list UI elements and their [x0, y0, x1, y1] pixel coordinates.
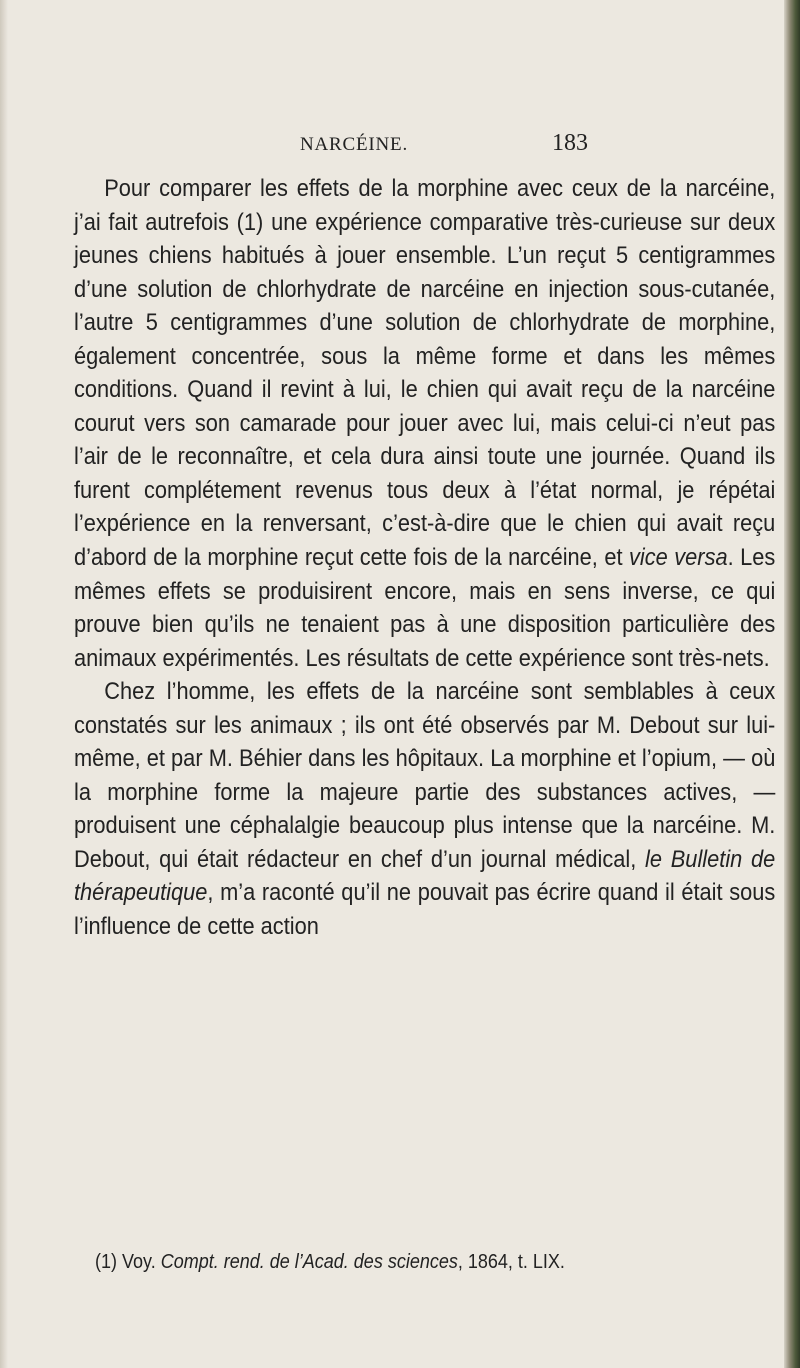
paragraph-text: , m’a raconté qu’il ne pouvait pas écrire quand il était sous l’influence de cette action: [74, 879, 776, 941]
paragraph-text: . Les mêmes effets se produisirent encore, mais en sens inverse, ce qui prouve bien qu’ils ne tenaient pas à une disposition particulière des animaux expérimentés. Les résultats de cette expérience sont très-nets.: [74, 544, 776, 672]
paragraph-experiment: [74, 172, 775, 675]
journal-title: le Bulletin de thérapeutique: [74, 845, 776, 907]
footnote: [95, 1248, 725, 1276]
running-head: [300, 128, 660, 164]
paragraph-text: Pour comparer les effets de la morphine avec ceux de la narcéine, j’ai fait autrefois (1) une expérience comparative très-curieuse sur deux jeunes chiens habitués à jouer ensemble. L’un reçut 5 centigrammes d’une solution de chlorhydrate de narcéine en injection sous-cutanée, l’autre 5 centigrammes d’une solution de chlorhydrate de morphine, également concentrée, sous la même forme et dans les mêmes conditions. Quand il revint à lui, le chien qui avait reçu de la narcéine courut vers son camarade pour jouer avec lui, mais celui-ci n’eut pas l’air de le reconnaître, et cela dura ainsi toute une journée. Quand ils furent complétement revenus tous deux à l’état normal, je répétai l’expérience en la renversant, c’est-à-dire que le chien qui avait reçu d’abord de la morphine reçut cette fois de la narcéine, et: [74, 175, 776, 572]
book-gutter: [784, 0, 800, 1368]
footnote-source: Compt. rend. de l’Acad. des sciences: [160, 1251, 458, 1273]
paragraph-text: Chez l’homme, les effets de la narcéine sont semblables à ceux constatés sur les animaux ; ils ont été observés par M. Debout sur lui-même, et par M. Béhier dans les hôpitaux. La morphine et l’opium, — où la morphine forme la majeure partie des substances actives, — produisent une céphalalgie beaucoup plus intense que la narcéine. M. Debout, qui était rédacteur en chef d’un journal médical,: [74, 678, 776, 873]
page-number: 183: [552, 130, 588, 156]
italic-phrase: vice versa: [629, 544, 728, 572]
page-left-shadow: [0, 0, 8, 1368]
running-title: NARCÉINE.: [300, 134, 408, 155]
footnote-prefix: (1) Voy.: [95, 1251, 161, 1273]
footnote-suffix: , 1864, t. LIX.: [457, 1251, 565, 1273]
paragraph-human-effects: [74, 675, 775, 943]
body-text: [74, 172, 775, 944]
